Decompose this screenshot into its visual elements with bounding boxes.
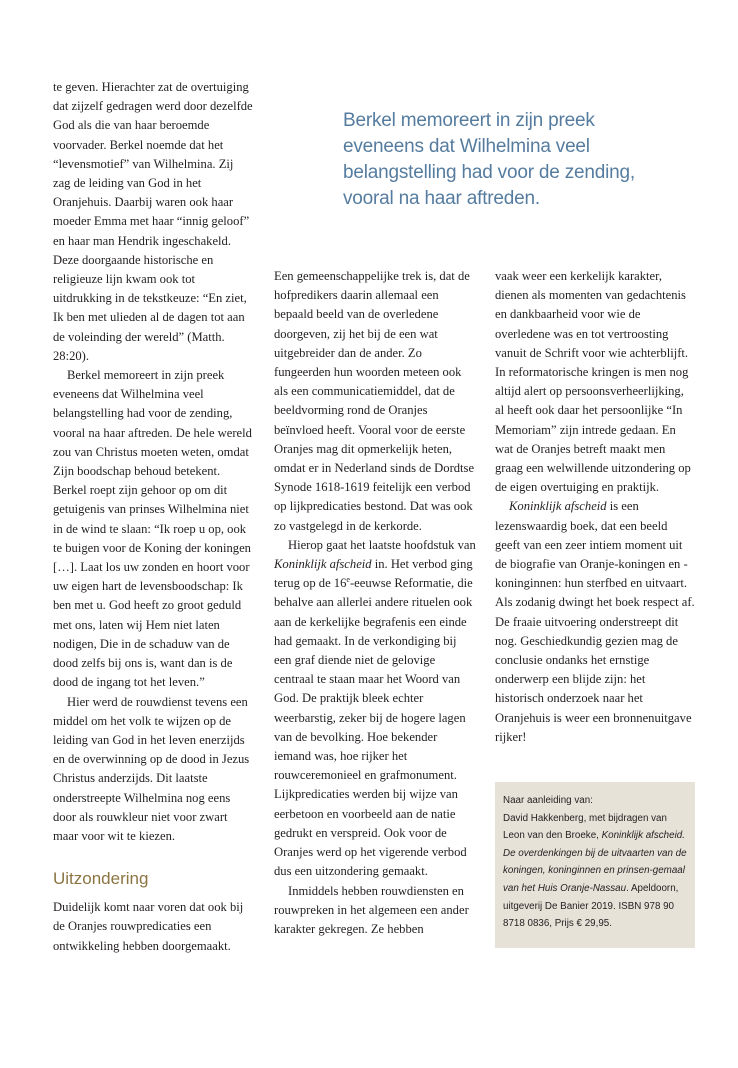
paragraph: Berkel memoreert in zijn preek eveneens dat Wilhelmina veel belangstelling had voor de zending, vooral na haar aftreden. De hele wereld zou van Christus moeten weten, omdat Zijn boodschap behoud betekent. Berkel roept zijn gehoor op om dit getuigenis van prinses Wilhelmina niet in de wind te slaan: “Ik roep u op, ook te buigen voor de Koning der koningen […]. Laat los uw zonden en hoort voor uw eigen hart de levensboodschap: Ik ben met u. God heeft zo groot geduld met ons, laten wij Hem niet laten nodigen, Die in de schaduw van de dood zelfs bij ons is, want dan is de dood de ingang tot het leven.” xyxy=(53,368,252,690)
paragraph: Een gemeenschappelijke trek is, dat de hofpredikers daarin allemaal een bepaald beeld van de overledene doorgeven, zij het bij de een wat uitgebreider dan de ander. Zo fungeerden hun woorden meteen ook als een communicatiemiddel, dat de beeldvorming rond de Oranjes beïnvloed heeft. Vooral voor de eerste Oranjes mag dit opmerkelijk heten, omdat er in Nederland sinds de Dordtse Synode 1618-1619 feitelijk een verbod op lijkpredicaties bestond. Dat was ook zo vastgelegd in de kerkorde. xyxy=(274,269,475,533)
text: Hierop gaat het laatste hoofdstuk van xyxy=(288,537,476,552)
article-column-2 xyxy=(274,267,476,939)
info-publisher: . Apeldoorn, uitgeverij De Banier 2019. ISBN 978 90 8718 0836, Prijs € 29,95. xyxy=(503,882,679,930)
info-details xyxy=(503,810,687,933)
section-heading: Uitzondering xyxy=(53,869,149,889)
superscript: e xyxy=(346,575,350,585)
paragraph xyxy=(495,497,695,747)
info-authors: David Hakkenberg, met bijdragen van Leon van den Broeke, xyxy=(503,812,667,842)
paragraph xyxy=(274,536,476,882)
book-info-box xyxy=(495,782,695,948)
text: in. Het verbod ging terug op de 16 xyxy=(274,557,473,591)
paragraph: vaak weer een kerkelijk karakter, dienen als momenten van gedachtenis en dankbaarheid voor wie de overledene was en tot vertroosting vanuit de Schrift voor wie achterblijft. In reformatorische kringen is men nog altijd alert op persoonsverheerlijking, al heeft ook daar het persoonlijke “In Memoriam” zijn intrede gedaan. En wat de Oranjes betreft maakt men graag een welwillende uitzondering op de eigen overtuiging en praktijk. xyxy=(495,269,691,495)
info-label: Naar aanleiding van: xyxy=(503,795,593,806)
paragraph: Inmiddels hebben rouwdiensten en rouwpreken in het algemeen een ander karakter gekregen. Ze hebben xyxy=(274,883,469,936)
article-column-1 xyxy=(53,78,253,956)
article-column-3 xyxy=(495,267,695,747)
text: -eeuwse Reformatie, die behalve aan allerlei andere rituelen ook aan de kerkelijke begrafenis een einde had gemaakt. In de verkondiging bij een graf diende niet de gelovige centraal te staan maar het Woord van God. De praktijk bleek echter weerbarstig, zeker bij de hogere lagen van de bevolking. Hoe bekender iemand was, hoe rijker het rouwceremonieel en grafmonument. Lijkpredicaties werden bij wijze van eerbetoon en voorbeeld aan de natie gedrukt en verspreid. Ook voor de Oranjes werd op het vigerende verbod dus een uitzondering gemaakt. xyxy=(274,576,473,879)
book-title: Koninklijk afscheid xyxy=(274,557,372,572)
book-title: Koninklijk afscheid xyxy=(509,499,607,514)
paragraph: Hier werd de rouwdienst tevens een middel om het volk te wijzen op de leiding van God in het leven enerzijds en de overwinning op de dood in Jezus Christus anderzijds. Dit laatste onderstreepte Wilhelmina nog eens door als rouwkleur niet voor zwart maar voor wit te kiezen. xyxy=(53,694,250,843)
info-title: Koninklijk afscheid. De overdenkingen bij de uitvaarten van de koningen, koninginnen en prinsen-gemaal van het Huis Oranje-Nassau xyxy=(503,830,687,894)
text: is een lezenswaardig boek, dat een beeld geeft van een zeer intiem moment uit de biografie van Oranje-koningen en -koninginnen: hun sterfbed en uitvaart. Als zodanig dwingt het boek respect af. De fraaie uitvoering onderstreept dit nog. Geschiedkundig gezien mag de conclusie ondanks het ernstige onderwerp een blijde zijn: het historisch onderzoek naar het Oranjehuis is weer een bronnenuitgave rijker! xyxy=(495,499,695,744)
paragraph: Duidelijk komt naar voren dat ook bij de Oranjes rouwpredicaties een ontwikkeling hebben doorgemaakt. xyxy=(53,900,244,953)
paragraph: te geven. Hierachter zat de overtuiging dat zijzelf gedragen werd door dezelfde God als die van haar beroemde voorvader. Berkel noemde dat het “levensmotief” van Wilhelmina. Zij zag de leiding van God in het Oranjehuis. Daarbij waren ook haar moeder Emma met haar “innig geloof” en haar man Hendrik ingeschakeld. Deze doorgaande historische en religieuze lijn kwam ook tot uitdrukking in de tekstkeuze: “En ziet, Ik ben met ulieden al de dagen tot aan de voleinding der wereld” (Matth. 28:20). xyxy=(53,80,253,363)
pull-quote: Berkel memoreert in zijn preek eveneens dat Wilhelmina veel belangstelling had voor de zending, vooral na haar aftreden. xyxy=(343,110,635,209)
